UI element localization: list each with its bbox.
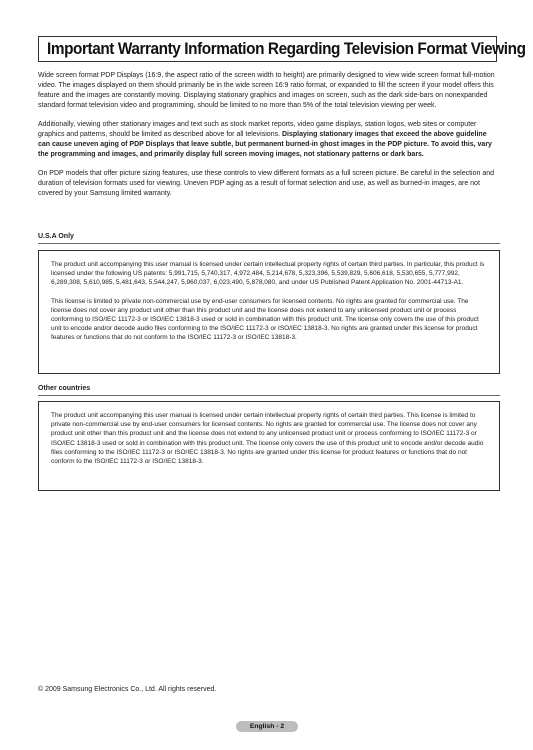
title-box [38,36,526,62]
intro-paragraph-2-warning: Displaying stationary images that exceed the above guideline can cause uneven aging of PDP Displays that leave subtle, but permanent burned-in ghost images in the PDP picture. To avoid this, vary the programming and images, and primarily display full screen moving images, not stationary patterns or dark bars. [38,131,492,158]
usa-section-label: U.S.A Only [38,233,74,240]
intro-paragraph-1: Wide screen format PDP Displays (16:9, the aspect ratio of the screen width to height) are primarily designed to view wide screen format full-motion video. The images displayed on them should primarily be in the wide screen 16:9 ratio format, or expanded to fill the screen if your model offers this feature and the images are constantly moving. Displaying stationary graphics and images on screen, such as the dark side-bars on nonexpanded standard format television video and programming, should be limited to no more than 5% of the total television viewing per week. [38,72,495,109]
page-number-badge: English - 2 [236,721,298,732]
copyright-notice: © 2009 Samsung Electronics Co., Ltd. All rights reserved. [38,686,217,693]
page-title: Important Warranty Information Regarding Television Format Viewing [47,39,526,58]
other-license-paragraph: The product unit accompanying this user manual is licensed under certain intellectual property rights of certain third parties. This license is limited to private non-commercial use by end-user consumers for licensed contents. No rights are granted for commercial use. The license does not cover any product unit other than this product unit and the license does not extend to any unlicensed product unit or process conforming to ISO/IEC 11172-3 or ISO/IEC 13818-3 used or sold in combination with this product unit. The license only covers the use of this product unit to encode and/or decode audio files conforming to the ISO/IEC 11172-3 or ISO/IEC 13818-3. No rights are granted under this license for product features or functions that do not conform to the ISO/IEC 11172-3 or ISO/IEC 13818-3. [51,412,484,466]
other-section-divider [38,395,500,396]
usa-license-paragraph-2: This license is limited to private non-commercial use by end-user consumers for licensed contents. No rights are granted for commercial use. The license does not cover any product unit other than this product unit and the license does not extend to any unlicensed product unit or process conforming to ISO/IEC 11172-3 or ISO/IEC 13818-3 used or sold in combination with this product unit. The license only covers the use of this product unit to encode and/or decode audio files conforming to the ISO/IEC 11172-3 or ISO/IEC 13818-3. No rights are granted under this license for product features or functions that do not conform to the ISO/IEC 11172-3 or ISO/IEC 13818-3. [51,297,479,342]
usa-license-box [38,250,500,374]
other-section-label: Other countries [38,385,91,392]
other-license-box [38,401,500,491]
intro-paragraph-3: On PDP models that offer picture sizing features, use these controls to view different formats as a full screen picture. Be careful in the selection and duration of television formats used for viewing. Uneven PDP aging as a result of format selection and use, as well as burned-in images, are not covered by your Samsung limited warranty. [38,170,495,197]
intro-section [38,71,500,208]
usa-section-divider [38,243,500,244]
intro-paragraph-2 [38,120,500,160]
usa-license-paragraph-1: The product unit accompanying this user manual is licensed under certain intellectual property rights of certain third parties. In particular, this product is licensed under the following US patents: 5,991,715, 5,740,317, 4,972,484, 5,214,678, 5,323,396, 5,539,829, 5,606,618, 5,530,655, 5,777,992, 6,289,308, 5,610,985, 5,481,643, 5,544,247, 5,960,037, 6,023,490, 5,878,080, and under US Published Patent Application No. 2001-44713-A1. [51,261,485,287]
intro-paragraph-2-text: Additionally, viewing other stationary images and text such as stock market reports, video game displays, station logos, web sites or computer graphics and patterns, should be limited as described above for all televisions. [38,121,477,138]
